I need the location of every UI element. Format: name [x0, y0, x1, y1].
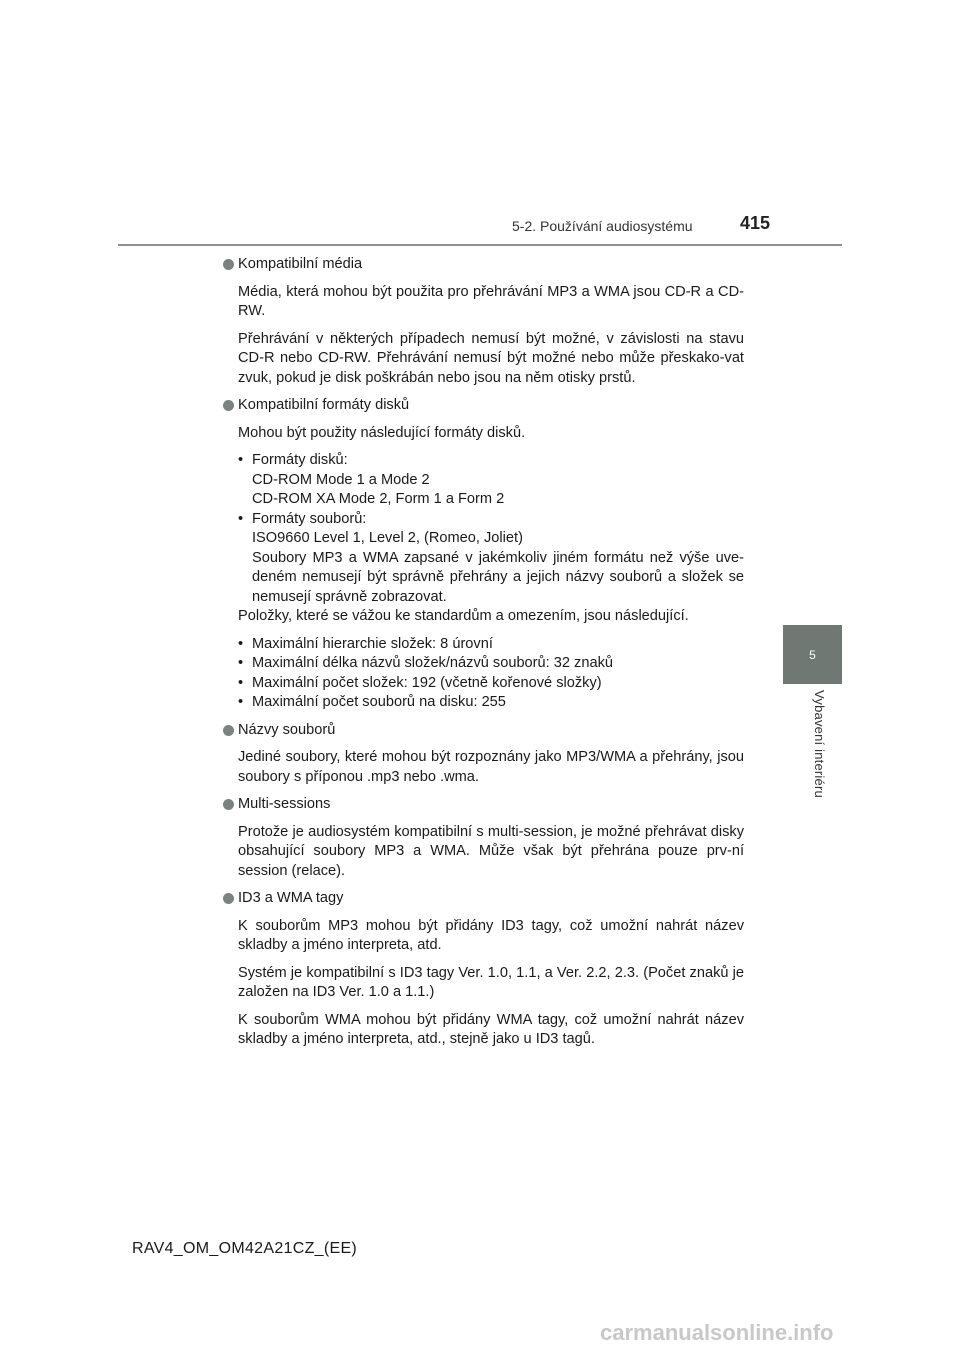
- list-item-label: Formáty disků:: [252, 452, 348, 468]
- chapter-number: 5: [809, 647, 816, 662]
- bullet-dot-icon: •: [238, 674, 244, 691]
- item-title: Kompatibilní formáty disků: [238, 397, 410, 413]
- paragraph: Média, která mohou být použita pro přehrávání MP3 a WMA jsou CD-R a CD-RW.: [238, 283, 744, 319]
- item-title: Kompatibilní média: [238, 256, 363, 272]
- item-heading-id3: [222, 889, 744, 909]
- list-item: [238, 510, 744, 530]
- chapter-tab[interactable]: [783, 625, 842, 684]
- list-subline: Soubory MP3 a WMA zapsané v jakémkoliv jiném formátu než výše uve-deném nemusejí být správně přehrány a jejich názvy souborů a složek se nemusejí správně zobrazovat.: [252, 549, 744, 605]
- page-number: 415: [740, 213, 771, 233]
- list-item: [238, 635, 744, 655]
- list-subline: CD-ROM Mode 1 a Mode 2: [252, 471, 430, 488]
- paragraph: Přehrávání v některých případech nemusí být možné, v závislosti na stavu CD-R nebo CD-RW. Přehrávání nemusí být možné nebo může přeskako-vat zvuk, pokud je disk poškrábán nebo jsou na něm otisky prstů.: [238, 330, 744, 386]
- item-title: Názvy souborů: [238, 721, 336, 738]
- list-item-text: Maximální počet souborů na disku: 255: [252, 694, 506, 710]
- format-list: [238, 451, 744, 627]
- list-item: [238, 693, 744, 713]
- item-title: ID3 a WMA tagy: [238, 890, 344, 906]
- item-heading-compat-media: [222, 255, 744, 275]
- page-content: [222, 255, 744, 1058]
- bullet-dot-icon: •: [238, 635, 244, 652]
- bullet-dot-icon: •: [238, 694, 244, 710]
- section-title: 5-2. Používání audiosystému: [512, 218, 693, 234]
- limits-list: [238, 635, 744, 713]
- bullet-circle-icon: [223, 400, 234, 411]
- paragraph: Mohou být použity následující formáty disků.: [238, 424, 526, 441]
- list-item-text: Maximální délka názvů složek/názvů souborů: 32 znaků: [252, 655, 613, 671]
- list-item: [238, 451, 744, 471]
- bullet-circle-icon: [223, 893, 234, 904]
- paragraph: K souborům MP3 mohou být přidány ID3 tagy, což umožní nahrát název skladby a jméno interpreta, atd.: [238, 917, 744, 953]
- header-divider: [118, 244, 842, 246]
- list-subline: CD-ROM XA Mode 2, Form 1 a Form 2: [252, 491, 505, 507]
- item-heading-file-names: [222, 721, 744, 741]
- bullet-circle-icon: [223, 725, 234, 736]
- list-item: [238, 654, 744, 674]
- list-item: [238, 674, 744, 694]
- item-heading-compat-formats: [222, 396, 744, 416]
- paragraph: K souborům WMA mohou být přidány WMA tagy, což umožní nahrát název skladby a jméno interpreta, atd., stejně jako u ID3 tagů.: [238, 1011, 744, 1047]
- bullet-dot-icon: •: [238, 655, 244, 671]
- paragraph: Protože je audiosystém kompatibilní s multi-session, je možné přehrávat disky obsahující soubory MP3 a WMA. Může však být přehrána pouze prv-ní session (relace).: [238, 823, 744, 879]
- bullet-dot-icon: •: [238, 452, 244, 468]
- watermark: carmanualsonline.info: [600, 1320, 834, 1345]
- limits-intro: Položky, které se vážou ke standardům a omezením, jsou následující.: [238, 608, 689, 624]
- bullet-circle-icon: [223, 799, 234, 810]
- list-item-label: Formáty souborů:: [252, 510, 367, 527]
- paragraph: Jediné soubory, které mohou být rozpoznány jako MP3/WMA a přehrány, jsou soubory s příponou .mp3 nebo .wma.: [238, 749, 744, 785]
- list-item-text: Maximální počet složek: 192 (včetně kořenové složky): [252, 674, 602, 691]
- paragraph: Systém je kompatibilní s ID3 tagy Ver. 1.0, 1.1, a Ver. 2.2, 2.3. (Počet znaků je založen na ID3 Ver. 1.0 a 1.1.): [238, 964, 744, 1000]
- bullet-dot-icon: •: [238, 510, 244, 527]
- chapter-label: Vybavení interiéru: [812, 690, 827, 798]
- list-item-text: Maximální hierarchie složek: 8 úrovní: [252, 635, 493, 652]
- bullet-circle-icon: [223, 259, 234, 270]
- item-title: Multi-sessions: [238, 796, 331, 812]
- list-subline: ISO9660 Level 1, Level 2, (Romeo, Joliet): [252, 530, 523, 546]
- item-heading-multi-sessions: [222, 795, 744, 815]
- document-code: RAV4_OM_OM42A21CZ_(EE): [132, 1240, 358, 1257]
